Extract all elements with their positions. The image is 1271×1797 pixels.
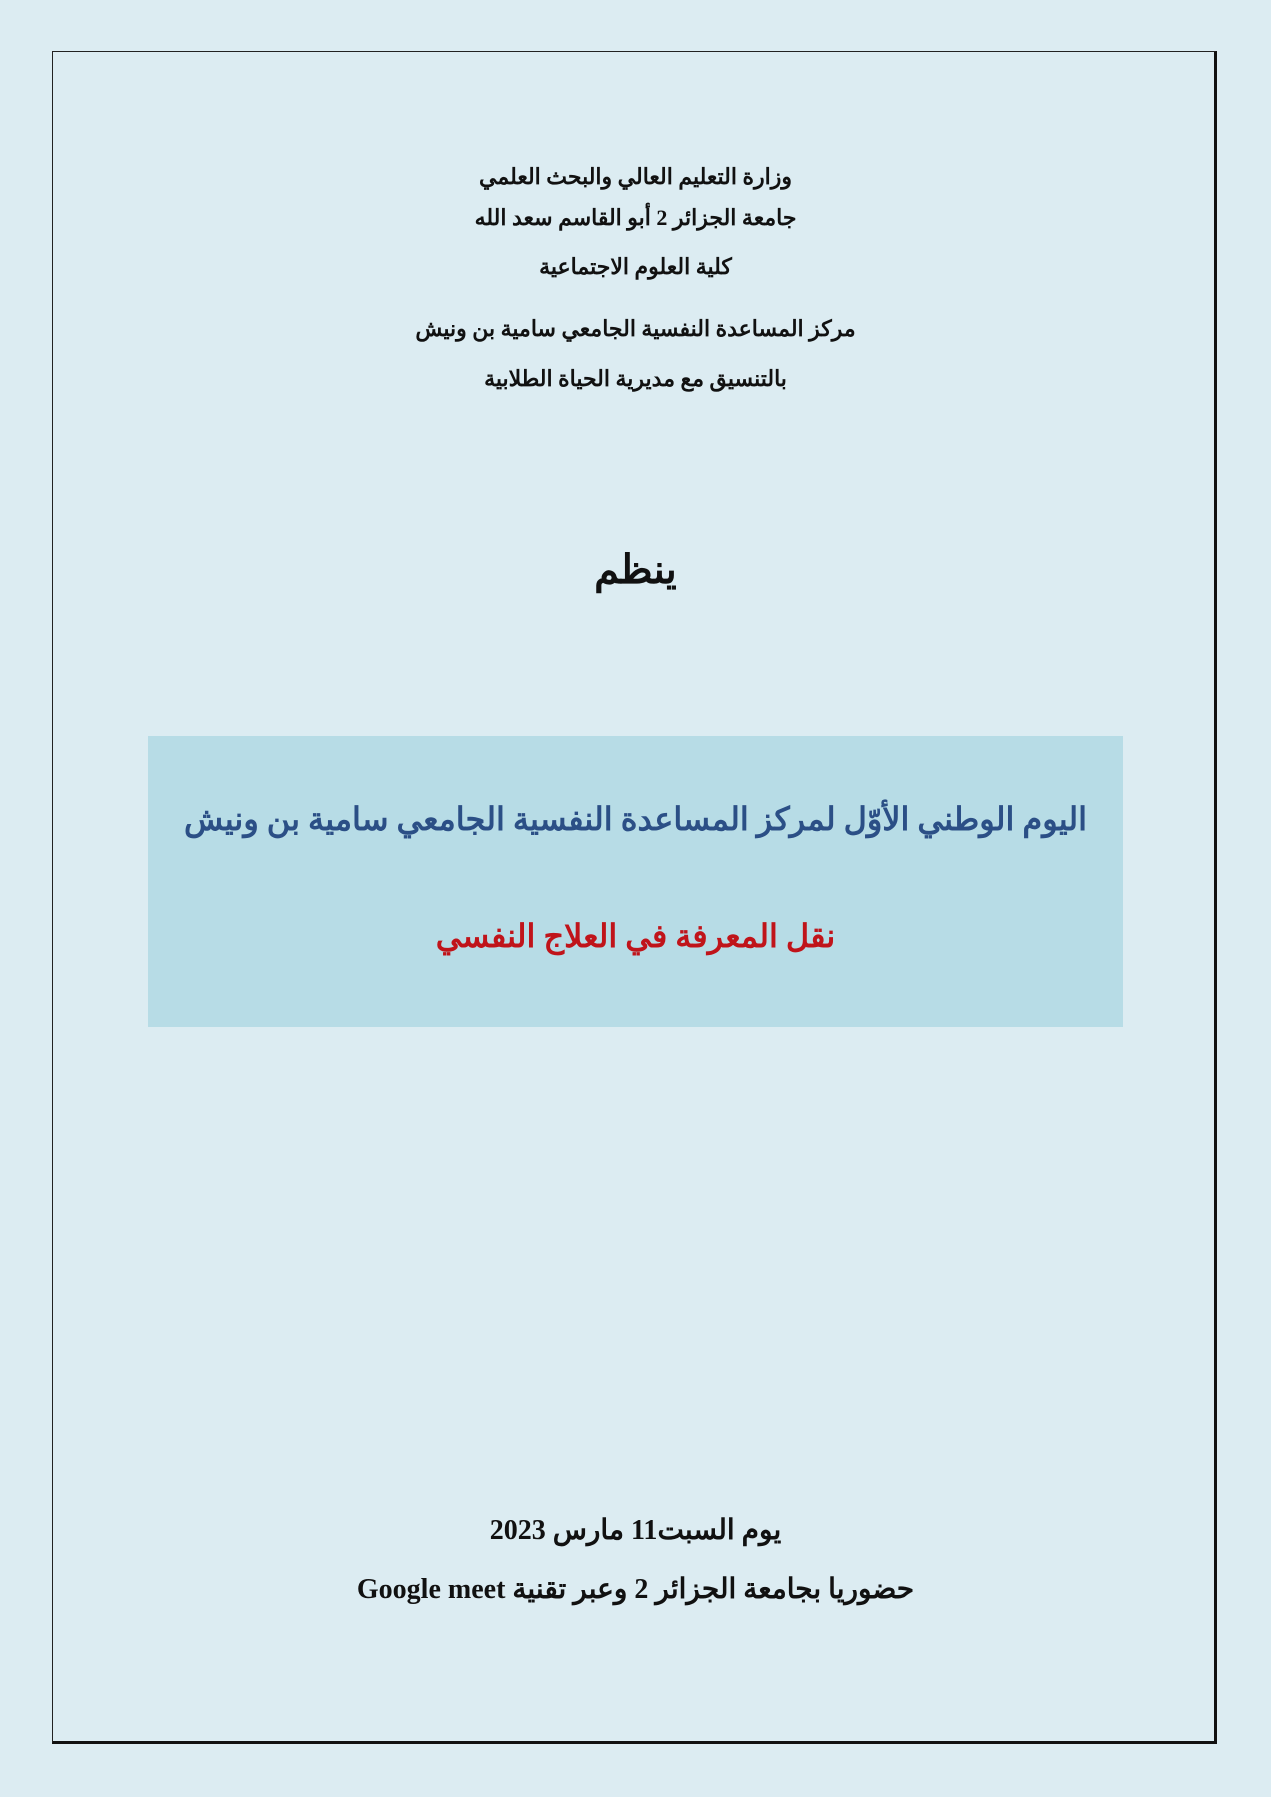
coordination-line: بالتنسيق مع مديرية الحياة الطلابية	[484, 366, 787, 391]
university-name: جامعة الجزائر 2 أبو القاسم سعد الله	[474, 205, 797, 230]
event-banner	[148, 736, 1123, 1027]
ministry-name: وزارة التعليم العالي والبحث العلمي	[479, 164, 792, 189]
center-name: مركز المساعدة النفسية الجامعي سامية بن ونيش	[415, 316, 856, 341]
event-subtitle: نقل المعرفة في العلاج النفسي	[435, 918, 836, 954]
event-date: يوم السبت11 مارس 2023	[489, 1515, 782, 1546]
organizes-heading: ينظم	[594, 547, 677, 592]
event-location: حضوريا بجامعة الجزائر 2 وعبر تقنية Google meet	[356, 1574, 915, 1605]
faculty-name: كلية العلوم الاجتماعية	[539, 254, 732, 279]
event-title: اليوم الوطني الأوّل لمركز المساعدة النفسية الجامعي سامية بن ونيش	[183, 801, 1088, 837]
